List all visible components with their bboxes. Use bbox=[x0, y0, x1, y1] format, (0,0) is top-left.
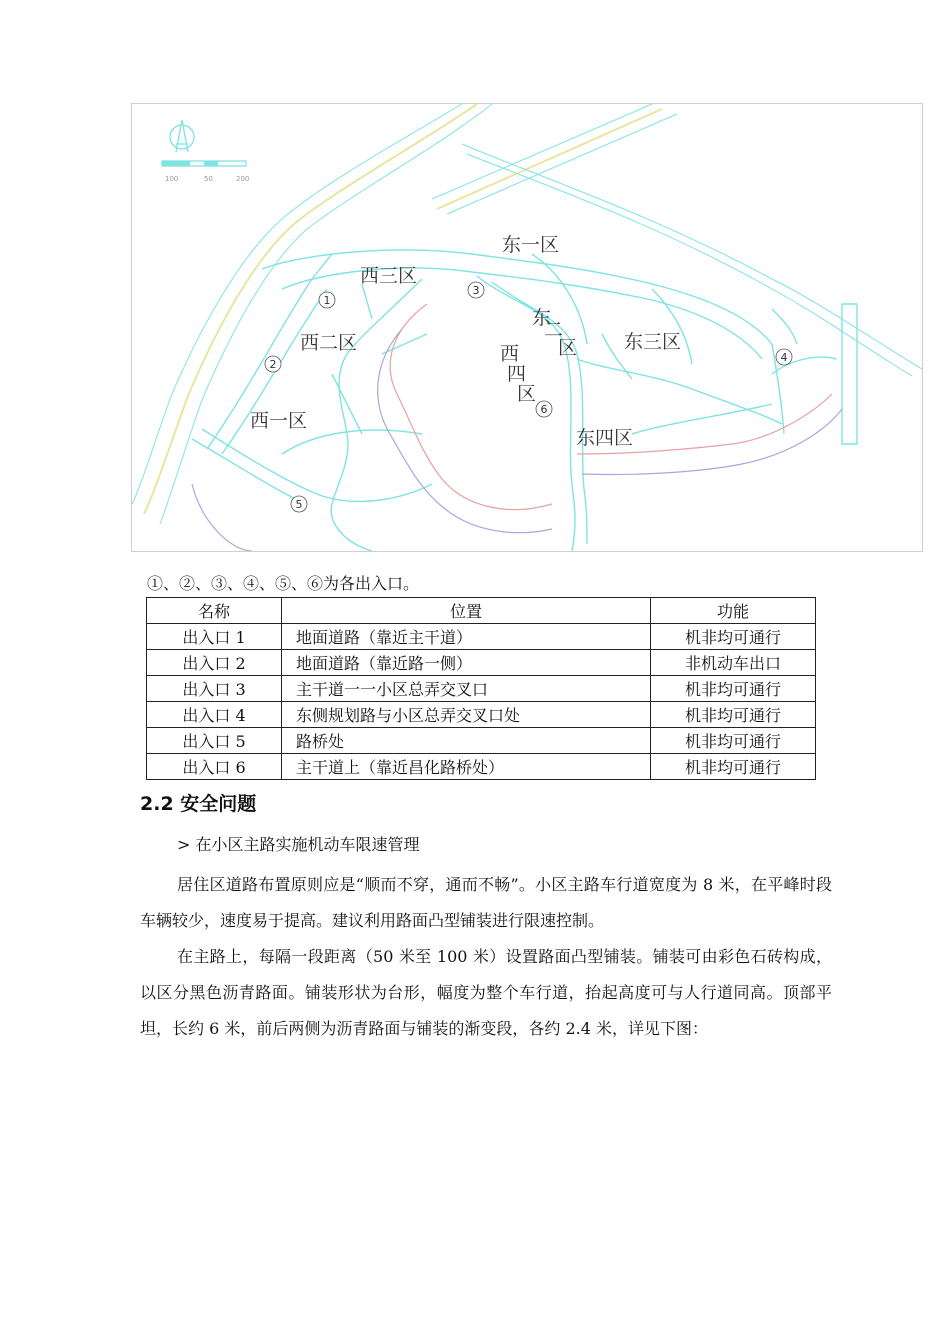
zone-east2-char3: 区 bbox=[558, 337, 578, 359]
svg-text:3: 3 bbox=[472, 284, 480, 297]
zone-west3-label: 西三区 bbox=[360, 265, 418, 287]
map-caption: ①、②、③、④、⑤、⑥为各出入口。 bbox=[147, 574, 420, 593]
table-cell-name: 出入口 3 bbox=[147, 676, 282, 702]
body-paragraph: 居住区道路布置原则应是“顺而不穿，通而不畅”。小区主路车行道宽度为 8 米，在平峰时段车辆较少，速度易于提高。建议利用路面凸型铺装进行限速控制。 bbox=[140, 875, 832, 930]
entrance-table bbox=[146, 597, 816, 780]
entrance-marker-2 bbox=[265, 356, 281, 372]
table-header-name: 名称 bbox=[147, 598, 282, 624]
svg-text:5: 5 bbox=[295, 498, 303, 511]
zone-east2-char2: 二 bbox=[544, 319, 564, 341]
table-cell-function: 机非均可通行 bbox=[651, 702, 816, 728]
table-row bbox=[147, 702, 816, 728]
zone-west2-label: 西二区 bbox=[300, 332, 358, 354]
table-header-function: 功能 bbox=[651, 598, 816, 624]
svg-text:2: 2 bbox=[269, 358, 277, 371]
table-cell-function: 机非均可通行 bbox=[651, 624, 816, 650]
table-cell-location: 地面道路（靠近路一侧） bbox=[282, 650, 651, 676]
zone-east1-label: 东一区 bbox=[502, 234, 560, 256]
table-cell-location: 路桥处 bbox=[282, 728, 651, 754]
scale-label-2: 50 bbox=[204, 175, 213, 183]
north-arrow-icon bbox=[170, 120, 194, 152]
site-map bbox=[131, 103, 923, 552]
table-cell-name: 出入口 5 bbox=[147, 728, 282, 754]
entrance-marker-6 bbox=[536, 401, 552, 417]
bullet-item: > 在小区主路实施机动车限速管理 bbox=[177, 835, 420, 854]
elevated-highway bbox=[132, 104, 922, 524]
table-cell-name: 出入口 6 bbox=[147, 754, 282, 780]
zone-east4-label: 东四区 bbox=[576, 427, 634, 449]
table-row bbox=[147, 728, 816, 754]
scale-label-1: 100 bbox=[165, 175, 179, 183]
zone-east2-char1: 东 bbox=[532, 307, 552, 329]
scale-bar bbox=[162, 161, 249, 183]
table-row bbox=[147, 754, 816, 780]
table-cell-name: 出入口 4 bbox=[147, 702, 282, 728]
svg-text:6: 6 bbox=[540, 403, 548, 416]
table-cell-name: 出入口 2 bbox=[147, 650, 282, 676]
table-cell-location: 东侧规划路与小区总弄交叉口处 bbox=[282, 702, 651, 728]
table-cell-location: 主干道上（靠近昌化路桥处） bbox=[282, 754, 651, 780]
table-header-location: 位置 bbox=[282, 598, 651, 624]
table-row bbox=[147, 650, 816, 676]
entrance-marker-3 bbox=[468, 282, 484, 298]
zone-east3-label: 东三区 bbox=[624, 331, 682, 353]
table-cell-function: 机非均可通行 bbox=[651, 676, 816, 702]
table-cell-location: 主干道一一小区总弄交叉口 bbox=[282, 676, 651, 702]
svg-text:4: 4 bbox=[780, 351, 788, 364]
scale-label-3: 200 bbox=[236, 175, 250, 183]
table-cell-location: 地面道路（靠近主干道） bbox=[282, 624, 651, 650]
site-map-drawing bbox=[132, 104, 922, 551]
table-cell-function: 机非均可通行 bbox=[651, 754, 816, 780]
table-row bbox=[147, 676, 816, 702]
svg-text:1: 1 bbox=[323, 294, 331, 307]
body-paragraph: 在主路上，每隔一段距离（50 米至 100 米）设置路面凸型铺装。铺装可由彩色石砖构成，以区分黑色沥青路面。铺装形状为台形，幅度为整个车行道，抬起高度可与人行道同高。顶部平坦，长约 6 米，前后两侧为沥青路面与铺装的渐变段，各约 2.4 米，详见下图： bbox=[140, 947, 832, 1038]
section-heading: 2.2 安全问题 bbox=[140, 793, 257, 815]
table-cell-name: 出入口 1 bbox=[147, 624, 282, 650]
entrance-marker-1 bbox=[319, 292, 335, 308]
zone-west4-char3: 区 bbox=[517, 383, 537, 405]
table-row bbox=[147, 624, 816, 650]
entrance-marker-4 bbox=[776, 349, 792, 365]
table-cell-function: 非机动车出口 bbox=[651, 650, 816, 676]
table-cell-function: 机非均可通行 bbox=[651, 728, 816, 754]
table-header-row bbox=[147, 598, 816, 624]
zone-west4-char2: 四 bbox=[507, 363, 527, 385]
entrance-marker-5 bbox=[291, 496, 307, 512]
zone-west4-char1: 西 bbox=[500, 343, 520, 365]
zone-west1-label: 西一区 bbox=[250, 410, 308, 432]
